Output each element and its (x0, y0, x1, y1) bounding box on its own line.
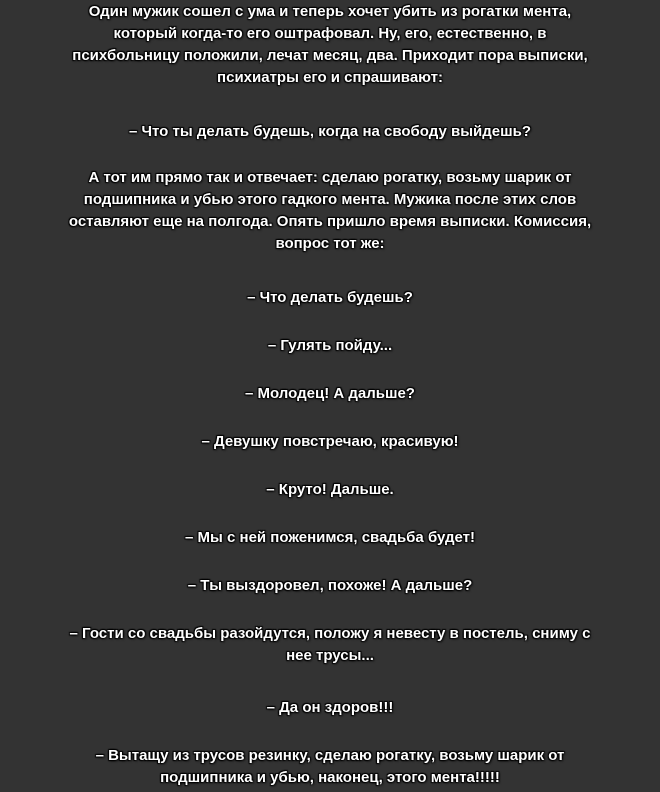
text-line: – Круто! Дальше. (266, 481, 394, 498)
paragraph-dialogue-9 (0, 697, 660, 719)
text-line: – Ты выздоровел, похоже! А дальше? (187, 577, 473, 594)
paragraph-dialogue-7 (0, 575, 660, 597)
paragraph-dialogue-2 (0, 335, 660, 357)
text-line: – Мы с ней поженимся, свадьба будет! (185, 529, 475, 546)
paragraph-punchline (0, 745, 660, 789)
text-line: – Что ты делать будешь, когда на свободу выйдешь? (128, 123, 531, 140)
text-line: – Что делать будешь? (247, 289, 413, 306)
text-line: А тот им прямо так и отвечает: сделаю рогатку, возьму шарик от (88, 169, 572, 186)
paragraph-intro (0, 1, 660, 89)
paragraph-dialogue-1 (0, 287, 660, 309)
text-line: – Вытащу из трусов резинку, сделаю рогатку, возьму шарик от (95, 747, 565, 764)
text-line: – Гулять пойду... (267, 337, 393, 354)
text-line: подшипника и убью этого гадкого мента. Мужика после этих слов (83, 191, 577, 208)
text-line: – Да он здоров!!! (266, 699, 394, 716)
paragraph-dialogue-6 (0, 527, 660, 549)
text-line: – Гости со свадьбы разойдутся, положу я невесту в постель, сниму с (69, 625, 591, 642)
paragraph-first-answer (0, 167, 660, 255)
text-line: вопрос тот же: (275, 235, 385, 252)
paragraph-dialogue-8 (0, 623, 660, 667)
text-line: оставляют еще на полгода. Опять пришло время выписки. Комиссия, (68, 213, 592, 230)
paragraph-dialogue-5 (0, 479, 660, 501)
paragraph-dialogue-4 (0, 431, 660, 453)
text-line: психбольницу положили, лечат месяц, два. Приходит пора выписки, (72, 47, 588, 64)
text-line: подшипника и убью, наконец, этого мента!!!!! (160, 769, 500, 786)
text-line: – Девушку повстречаю, красивую! (201, 433, 459, 450)
text-line: – Молодец! А дальше? (245, 385, 415, 402)
paragraph-first-question (0, 121, 660, 143)
text-line: нее трусы... (286, 647, 374, 664)
paragraph-dialogue-3 (0, 383, 660, 405)
text-line: который когда-то его оштрафовал. Ну, его, естественно, в (113, 25, 547, 42)
text-line: Один мужик сошел с ума и теперь хочет убить из рогатки мента, (88, 3, 572, 20)
text-line: психиатры его и спрашивают: (217, 69, 443, 86)
